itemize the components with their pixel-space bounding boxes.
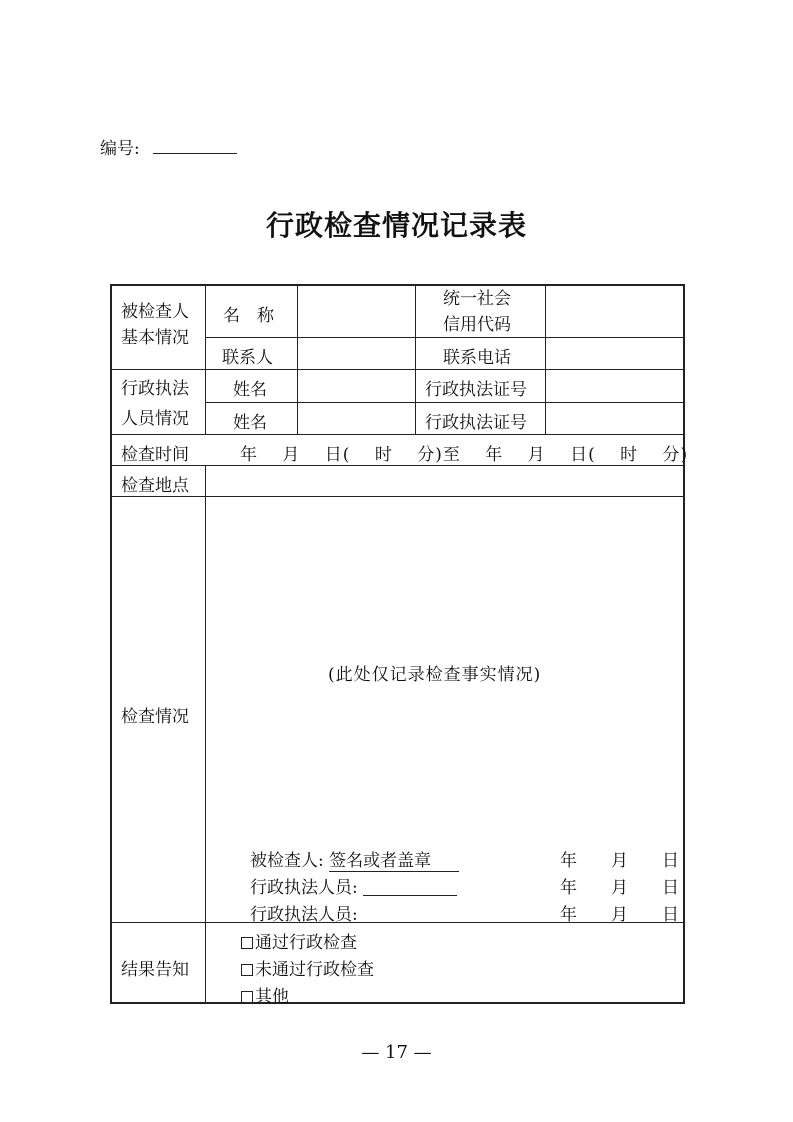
credit-code-field[interactable]	[546, 285, 682, 336]
document-number-label: 编号:	[100, 139, 140, 159]
result-option-other[interactable]: 其他	[241, 982, 289, 1007]
signature-line[interactable]	[363, 905, 457, 923]
page-title: 行政检查情况记录表	[265, 209, 527, 242]
result-option-pass[interactable]: 通过行政检查	[241, 928, 357, 953]
document-number	[100, 134, 237, 159]
situation-hint: (此处仅记录检查事实情况)	[328, 665, 542, 685]
signature-row	[250, 846, 459, 872]
document-number-blank[interactable]	[153, 153, 237, 154]
inspection-time-field[interactable]: 年 月 日( 时 分)至 年 月 日( 时 分)	[240, 445, 689, 465]
officer-name-field-2[interactable]	[298, 403, 414, 433]
officer-name-label-2: 姓名	[233, 413, 267, 433]
signature-role: 被检查人:	[250, 851, 324, 871]
officer-cert-label-2: 行政执法证号	[425, 413, 527, 433]
officer-cert-label-1: 行政执法证号	[425, 380, 527, 400]
officer-cert-field-1[interactable]	[546, 370, 682, 401]
credit-code-label: 统一社会 信用代码	[443, 289, 511, 335]
signature-row	[250, 900, 457, 925]
result-option-fail[interactable]: 未通过行政检查	[241, 955, 374, 980]
signature-line[interactable]: 签名或者盖章	[329, 846, 459, 872]
signature-role: 行政执法人员:	[250, 905, 358, 925]
signature-date: 年 月 日	[560, 905, 679, 925]
officer-cert-field-2[interactable]	[546, 403, 682, 433]
officer-name-label-1: 姓名	[233, 380, 267, 400]
contact-person-field[interactable]	[298, 338, 414, 368]
inspected-party-label: 被检查人 基本情况	[121, 302, 189, 348]
checkbox-icon[interactable]	[241, 937, 253, 949]
signature-date: 年 月 日	[560, 878, 679, 898]
contact-phone-field[interactable]	[546, 338, 682, 368]
contact-phone-label: 联系电话	[443, 348, 511, 368]
checkbox-icon[interactable]	[241, 991, 253, 1003]
inspection-time-label: 检查时间	[121, 445, 189, 465]
inspection-situation-label: 检查情况	[121, 707, 189, 727]
signature-date: 年 月 日	[560, 851, 679, 871]
officers-label: 行政执法 人员情况	[121, 379, 189, 429]
name-field[interactable]	[298, 285, 414, 336]
signature-line[interactable]	[363, 878, 457, 896]
inspection-place-field[interactable]	[206, 466, 682, 495]
page-number: — 17 —	[361, 1042, 432, 1063]
checkbox-icon[interactable]	[241, 964, 253, 976]
signature-row	[250, 873, 457, 898]
name-label: 名 称	[223, 306, 274, 326]
inspection-place-label: 检查地点	[121, 476, 189, 496]
contact-person-label: 联系人	[222, 348, 273, 368]
officer-name-field-1[interactable]	[298, 370, 414, 401]
signature-role: 行政执法人员:	[250, 878, 358, 898]
result-label: 结果告知	[121, 960, 189, 980]
